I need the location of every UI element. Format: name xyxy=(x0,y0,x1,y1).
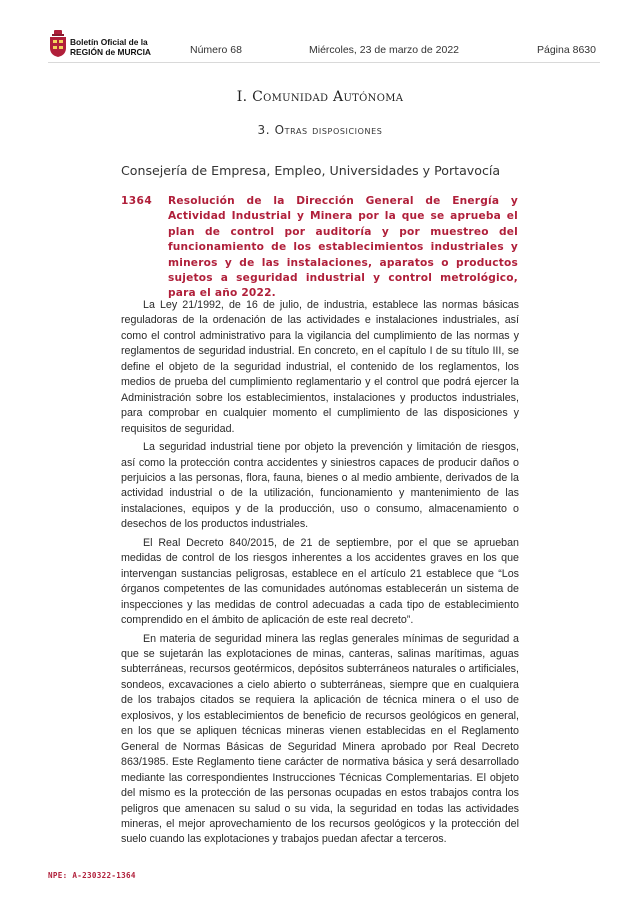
document-body xyxy=(121,298,519,851)
body-paragraph: El Real Decreto 840/2015, de 21 de septiembre, por el que se aprueban medidas de control de los riesgos inherentes a los accidentes graves en los que intervengan sustancias peligrosas, establece en el artículo 21 establece que “Los órganos competentes de las comunidades autónomas establecerán un sistema de inspecciones y las medidas de control adecuadas a cada tipo de establecimiento comprendido en el ámbito de aplicación de este real decreto”. xyxy=(121,536,519,627)
logo-line-1: Boletín Oficial de la xyxy=(70,37,148,47)
issue-number: Número 68 xyxy=(190,44,242,56)
bulletin-logo-text xyxy=(70,37,151,57)
resolution-number: 1364 xyxy=(121,195,153,207)
body-paragraph: En materia de seguridad minera las reglas generales mínimas de seguridad a que se sujetarán las explotaciones de minas, canteras, salinas marítimas, aguas subterráneas, recursos geotérmicos, depósitos subterráneos naturales o artificiales, sondeos, excavaciones a cielo abierto o subterráneas, siempre que en cualquiera de los trabajos citados se requiera la aplicación de técnica minera o el uso de explosivos, y los establecimientos de beneficio de recursos geológicos en general, en los que se apliquen técnicas mineras vienen establecidas en el Reglamento General de Normas Básicas de Seguridad Minera aprobado por Real Decreto 863/1985. Este Reglamento tiene carácter de normativa básica y será desarrollado mediante las correspondientes Instrucciones Técnicas Complementarias. El objeto del mismo es la protección de las personas ocupadas en estos trabajos contra los peligros que amenacen su salud o su vida, la seguridad en todas las actividades mineras, el mejor aprovechamiento de los recursos geológicos y la protección del suelo cuando las explotaciones y trabajos puedan afectar a terceros. xyxy=(121,632,519,846)
murcia-coat-of-arms-icon xyxy=(48,30,68,62)
subsection-title: 3. Otras disposiciones xyxy=(257,123,383,137)
body-paragraph: La Ley 21/1992, de 16 de julio, de industria, establece las normas básicas reguladoras de la ordenación de las actividades e instalaciones industriales, así como el control administrativo para la vigilancia del cumplimiento de las normas y reglamentos de seguridad industrial. En concreto, en el capítulo I de su título III, se define el objeto de la seguridad industrial, el contenido de los reglamentos, los medios de prueba del cumplimiento reglamentario y el control que podrá ejercer la Administración sobre los establecimientos, instalaciones y productos industriales, para comprobar en cualquier momento el cumplimiento de las disposiciones y requisitos de seguridad. xyxy=(121,299,519,435)
npe-code: NPE: A-230322-1364 xyxy=(48,871,136,880)
page-header xyxy=(0,0,640,70)
section-title: I. Comunidad Autónoma xyxy=(236,89,404,105)
issue-date: Miércoles, 23 de marzo de 2022 xyxy=(309,44,459,56)
body-paragraph: La seguridad industrial tiene por objeto la prevención y limitación de riesgos, así como la protección contra accidentes y siniestros capaces de producir daños o perjuicios a las personas, flora, fauna, bienes o al medio ambiente, derivados de la actividad industrial o de la utilización, funcionamiento y mantenimiento de las instalaciones, equipos y de la producción, uso o consumo, almacenamiento o desechos de los productos industriales. xyxy=(121,441,519,531)
page-number: Página 8630 xyxy=(537,44,596,56)
resolution-title: Resolución de la Dirección General de Energía y Actividad Industrial y Minera por la que se aprueba el plan de control por auditoría y por muestreo del funcionamiento de los establecimientos industriales y mineros y de las instalaciones, aparatos o productos sujetos a seguridad industrial y control metrológico, para el año 2022. xyxy=(168,195,518,300)
department-name: Consejería de Empresa, Empleo, Universidades y Portavocía xyxy=(121,163,501,178)
header-divider xyxy=(48,62,600,63)
logo-line-2: REGIÓN de MURCIA xyxy=(70,47,151,57)
